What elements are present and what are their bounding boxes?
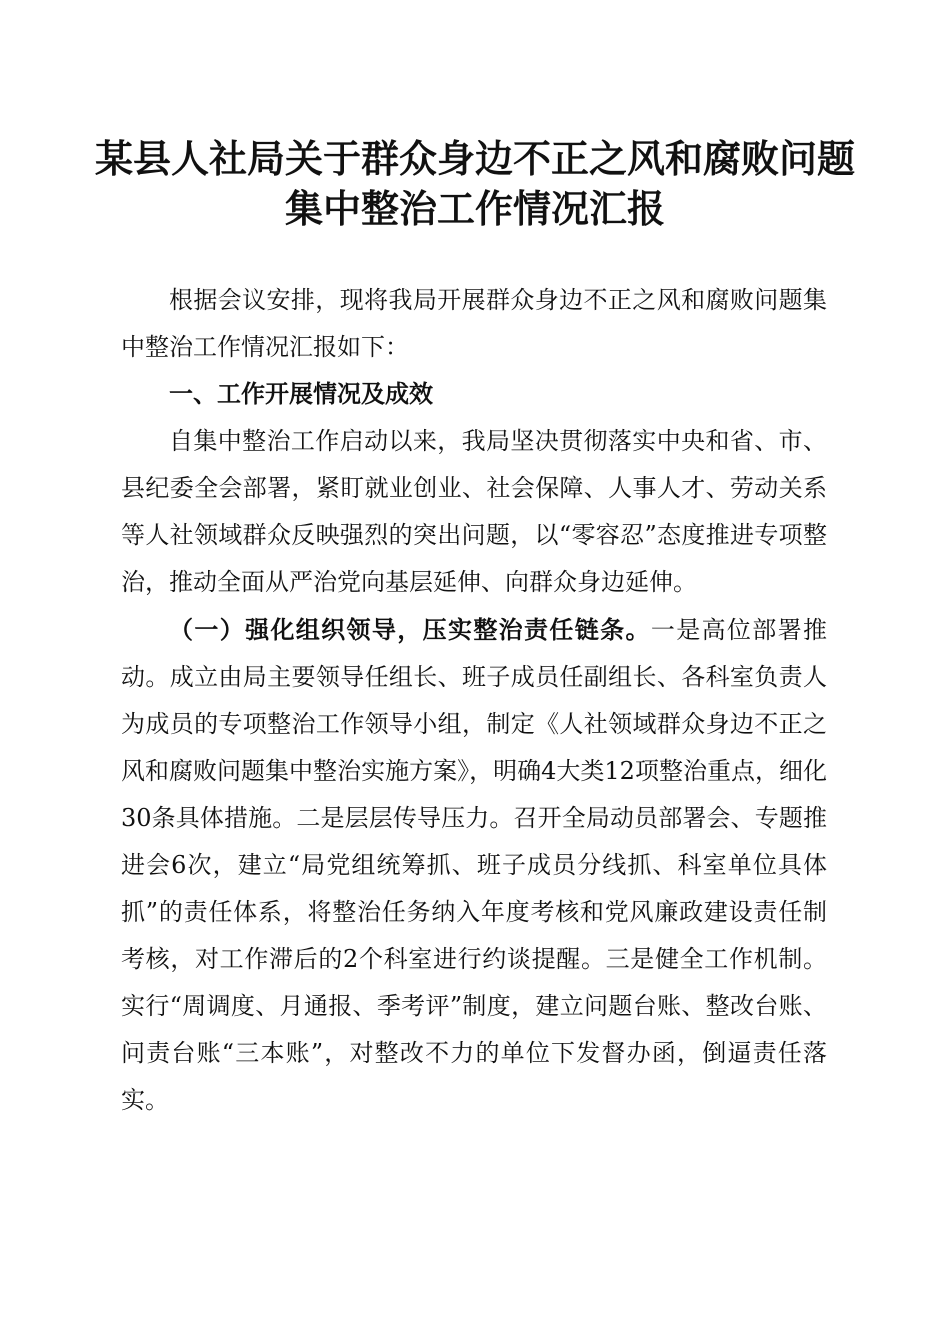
subsection1-paragraph [121, 606, 827, 1124]
document-body [121, 277, 827, 1124]
subsection1-body: 一是高位部署推动。成立由局主要领导任组长、班子成员任副组长、各科室负责人为成员的专项整治工作领导小组，制定《人社领域群众身边不正之风和腐败问题集中整治实施方案》，明确4大类12项整治重点，细化30条具体措施。二是层层传导压力。召开全局动员部署会、专题推进会6次，建立“局党组统筹抓、班子成员分线抓、科室单位具体抓”的责任体系，将整治任务纳入年度考核和党风廉政建设责任制考核，对工作滞后的2个科室进行约谈提醒。三是健全工作机制。实行“周调度、月通报、季考评”制度，建立问题台账、整改台账、问责台账“三本账”，对整改不力的单位下发督办函，倒逼责任落实。 [121, 616, 828, 1114]
section1-heading: 一、工作开展情况及成效 [169, 380, 433, 408]
subsection1-heading: （一）强化组织领导，压实整治责任链条。 [169, 615, 651, 644]
document-title-line2: 集中整治工作情况汇报 [284, 186, 665, 231]
intro-paragraph: 根据会议安排，现将我局开展群众身边不正之风和腐败问题集中整治工作情况汇报如下： [121, 286, 827, 361]
section1-paragraph: 自集中整治工作启动以来，我局坚决贯彻落实中央和省、市、县纪委全会部署，紧盯就业创业、社会保障、人事人才、劳动关系等人社领域群众反映强烈的突出问题，以“零容忍”态度推进专项整治，推动全面从严治党向基层延伸、向群众身边延伸。 [121, 427, 827, 596]
document-title-line1: 某县人社局关于群众身边不正之风和腐败问题 [94, 136, 855, 181]
